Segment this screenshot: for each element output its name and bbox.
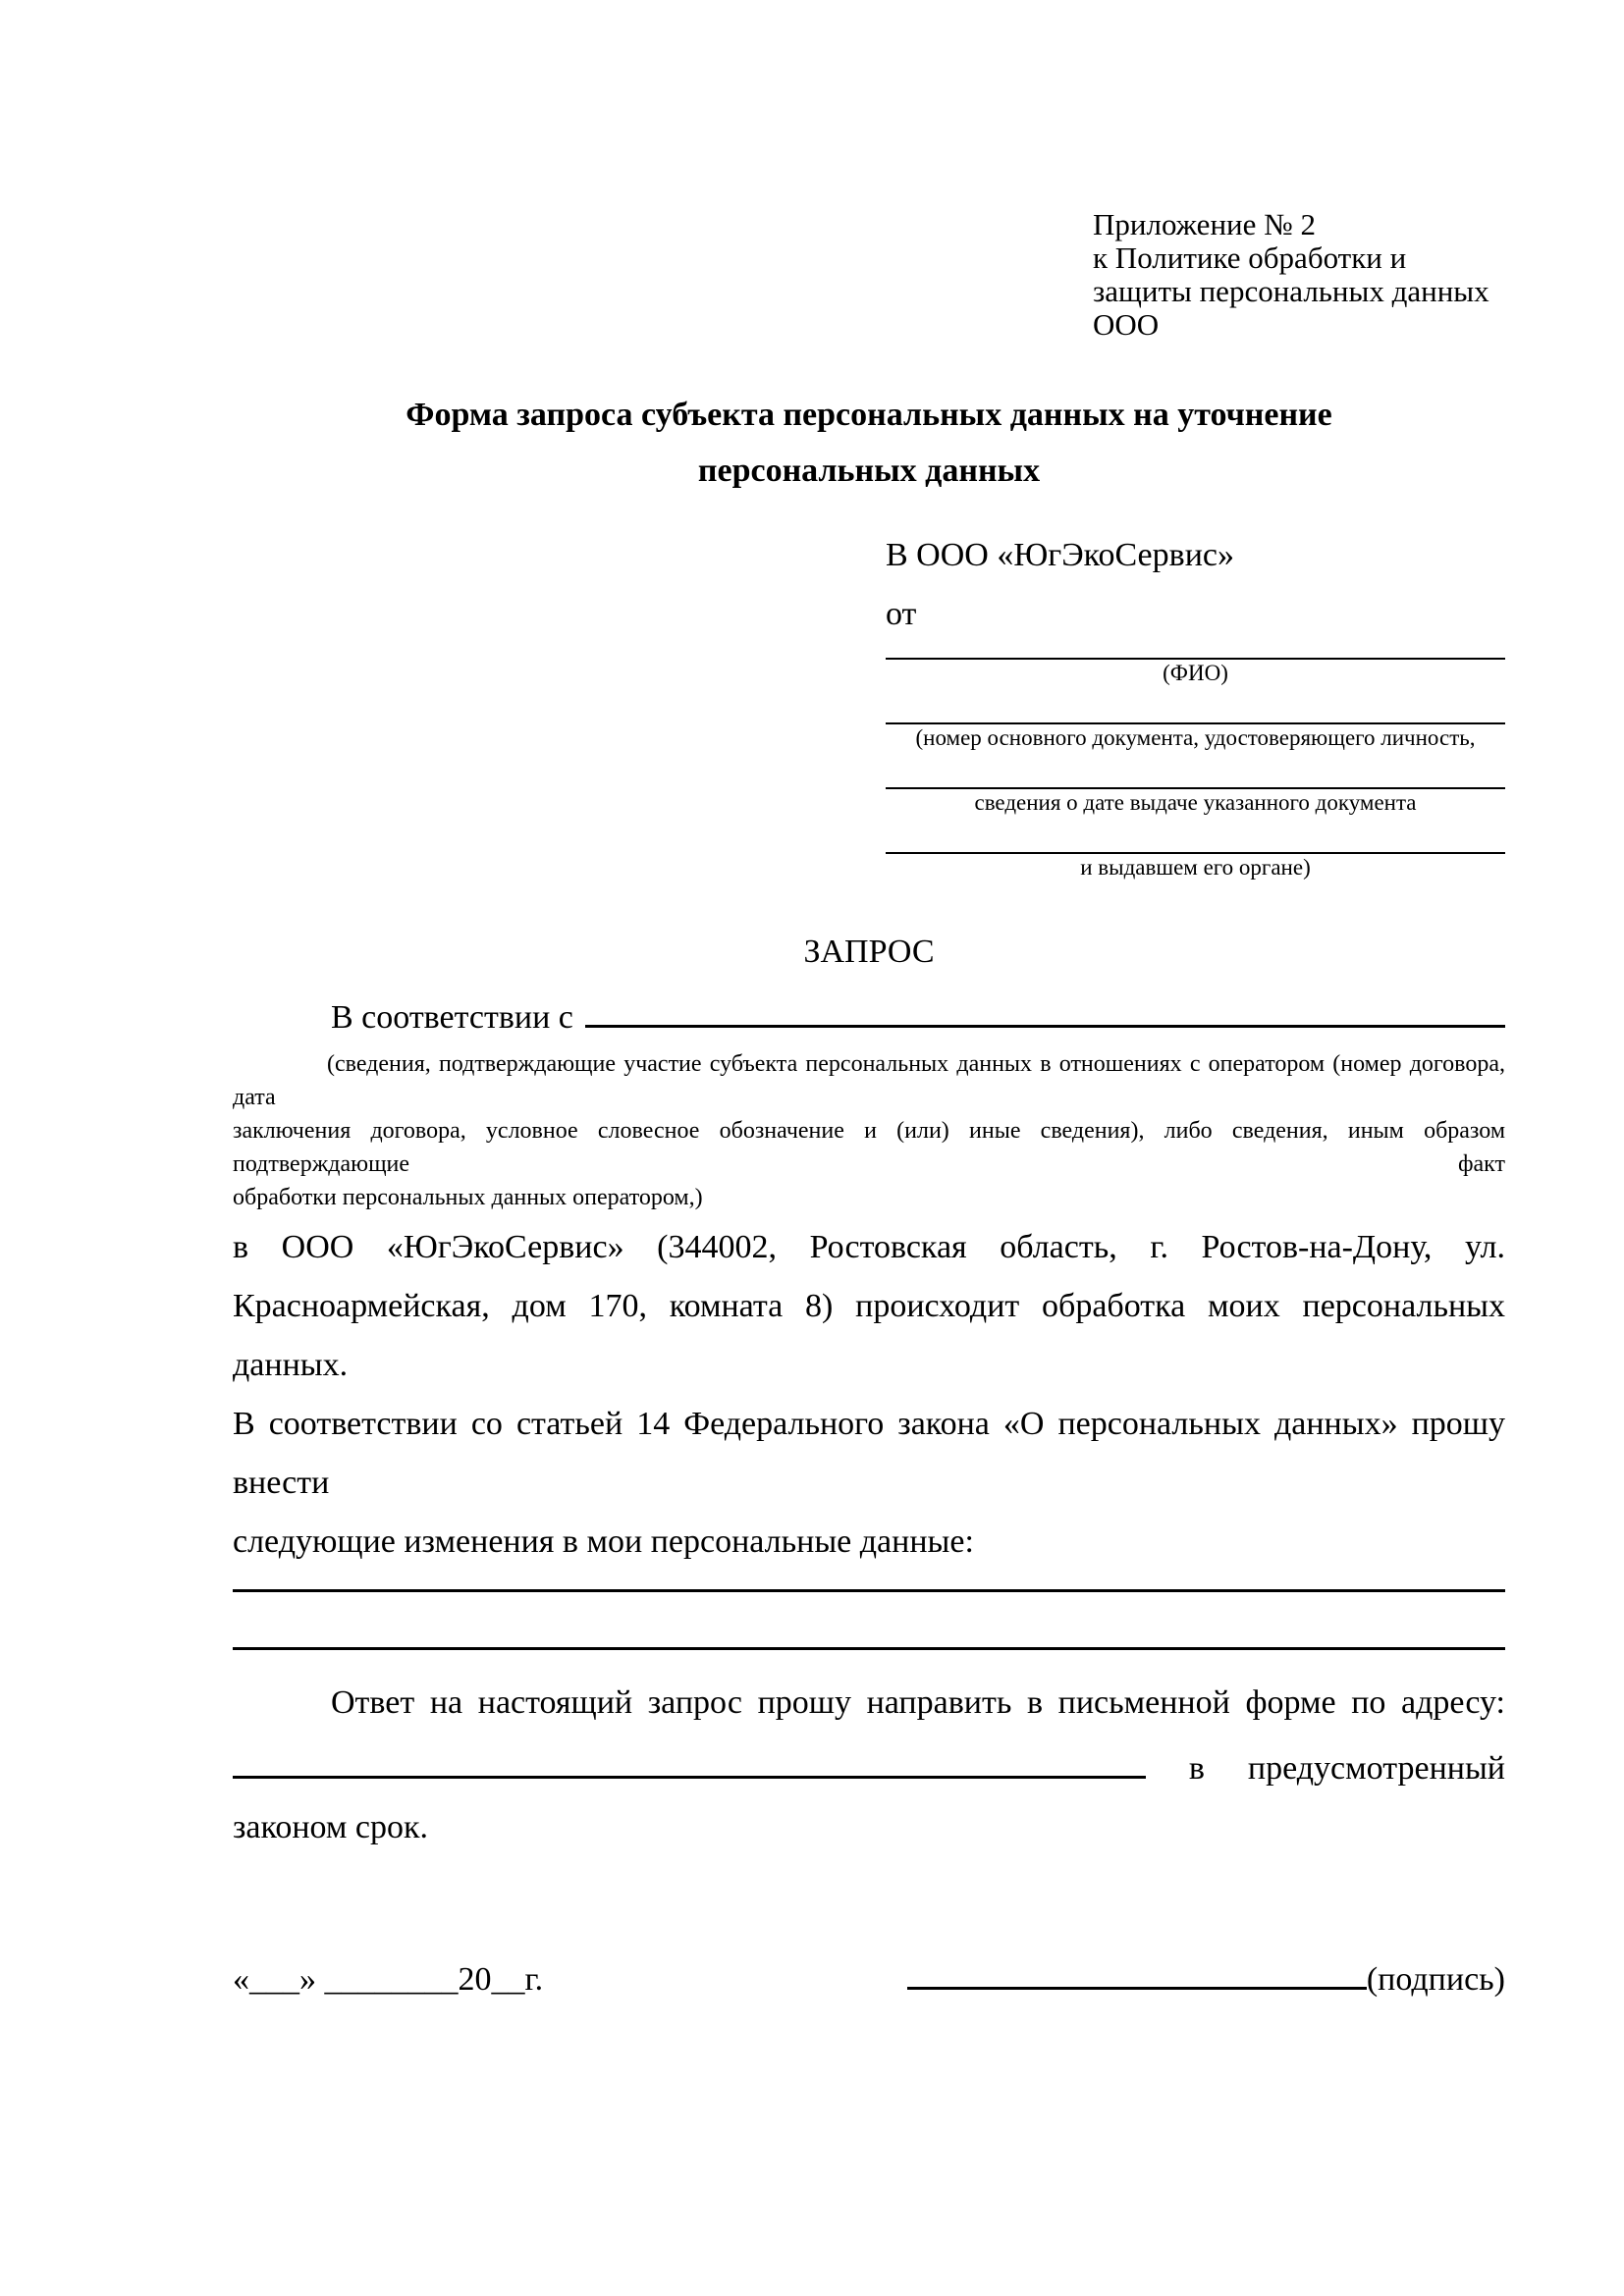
body-line: Красноармейская, дом 170, комната 8) происходит обработка моих персональных данных.	[233, 1288, 1505, 1383]
body-line: следующие изменения в мои персональные данные:	[233, 1523, 974, 1560]
addressee-organization: В ООО «ЮгЭкоСервис»	[886, 537, 1234, 573]
signature-area	[907, 1944, 1505, 2009]
issue-date-field	[886, 752, 1505, 817]
issue-date-blank-line	[886, 752, 1505, 789]
body-paragraph	[233, 1218, 1505, 1572]
document-number-blank-line	[886, 687, 1505, 724]
issuing-authority-caption: и выдавшем его органе)	[1080, 855, 1311, 880]
fio-caption: (ФИО)	[1163, 661, 1228, 685]
from-label: от	[886, 596, 917, 632]
reply-word: в	[1188, 1750, 1205, 1787]
reply-line: Ответ на настоящий запрос прошу направить в письменной форме по адресу:	[331, 1684, 1505, 1721]
request-heading: ЗАПРОС	[803, 934, 935, 970]
addressee-block	[886, 526, 1505, 881]
annex-line: к Политике обработки и	[1093, 240, 1407, 275]
changes-blank-line-2	[233, 1592, 1505, 1650]
reply-address-blank-line	[233, 1733, 1146, 1779]
reply-address-row	[233, 1733, 1505, 1798]
reply-line: законом срок.	[233, 1809, 428, 1845]
fio-field	[886, 644, 1505, 687]
reply-word: предусмотренный	[1247, 1750, 1505, 1787]
signature-caption: (подпись)	[1366, 1961, 1505, 1998]
basis-note-line: заключения договора, условное словесное обозначение и (или) иные сведения), либо сведения, иным образом подтверждающие факт	[233, 1118, 1505, 1177]
document-title: Форма запроса субъекта персональных данных на уточнение персональных данных	[406, 397, 1332, 489]
issuing-authority-field	[886, 817, 1505, 881]
basis-note-line: (сведения, подтверждающие участие субъекта персональных данных в отношениях с оператором (номер договора, дата	[233, 1051, 1505, 1110]
basis-note	[233, 1047, 1505, 1214]
signature-blank-line	[907, 1944, 1367, 1990]
basis-note-line: обработки персональных данных оператором,)	[233, 1185, 703, 1210]
body-line: в ООО «ЮгЭкоСервис» (344002, Ростовская область, г. Ростов-на-Дону, ул.	[233, 1229, 1505, 1265]
annex-line: защиты персональных данных	[1093, 274, 1489, 308]
annex-line: ООО	[1093, 307, 1160, 342]
annex-reference	[1093, 208, 1505, 342]
date-blank-text: «___» ________20__г.	[233, 1961, 544, 1998]
document-number-caption: (номер основного документа, удостоверяющего личность,	[915, 725, 1476, 750]
fio-blank-line	[886, 644, 1505, 660]
document-number-field	[886, 687, 1505, 752]
reply-paragraph	[233, 1674, 1505, 1857]
signature-row	[233, 1944, 1505, 2009]
basis-lead-row	[233, 982, 1505, 1047]
body-line: В соответствии со статьей 14 Федерального закона «О персональных данных» прошу внести	[233, 1406, 1505, 1501]
issue-date-caption: сведения о дате выдаче указанного документа	[974, 790, 1417, 815]
basis-lead-text: В соответствии с	[331, 999, 573, 1036]
annex-line: Приложение № 2	[1093, 207, 1316, 241]
issuing-authority-blank-line	[886, 817, 1505, 854]
basis-blank-line	[585, 982, 1505, 1028]
